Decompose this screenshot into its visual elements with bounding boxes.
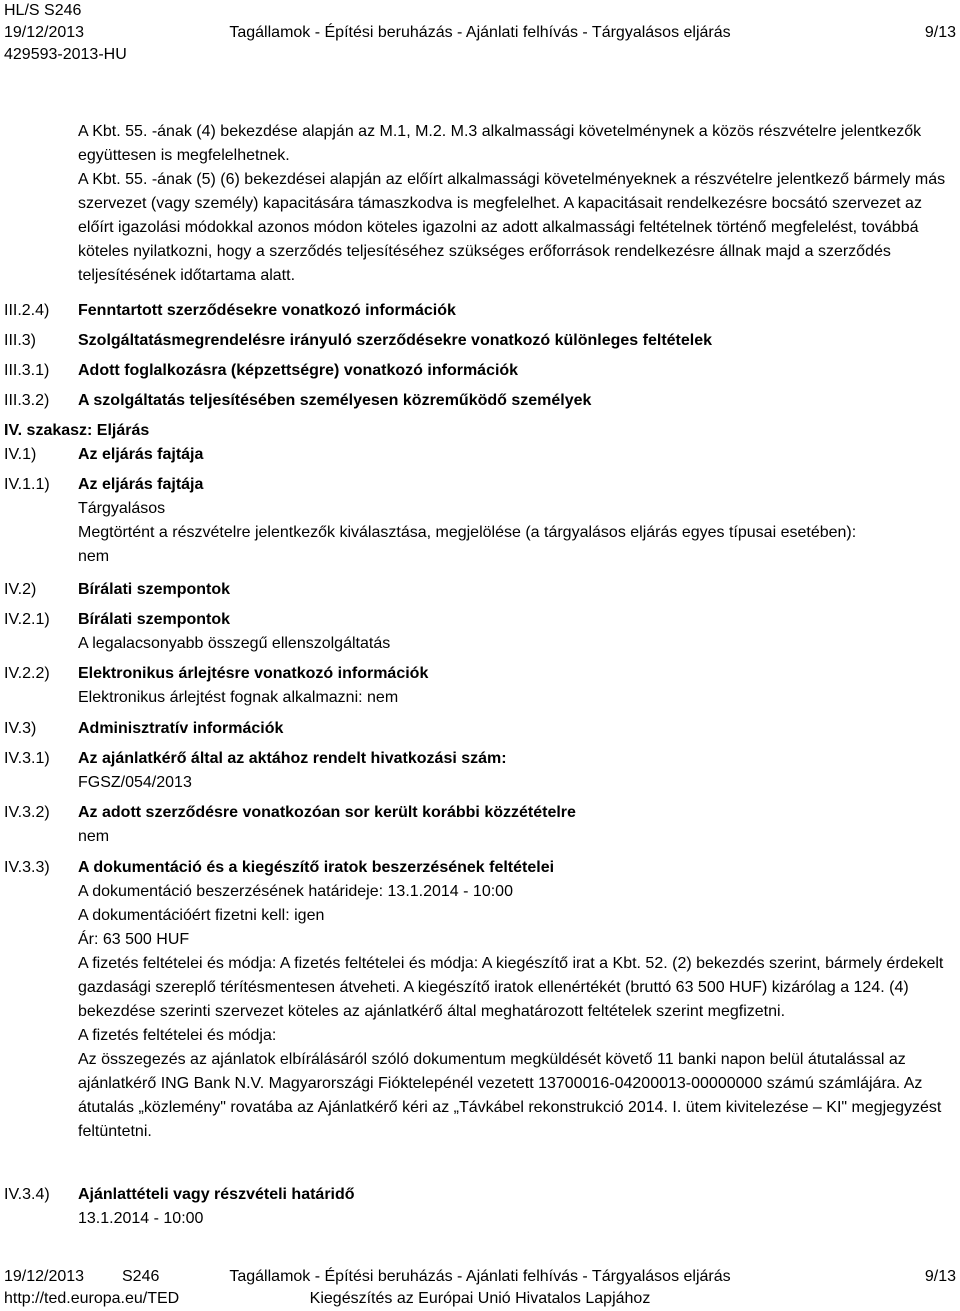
footer-date: 19/12/2013 [4, 1268, 85, 1285]
section-label-iv-3-4: IV.3.4) [4, 1186, 50, 1203]
section-title-iv-2: Bírálati szempontok [78, 581, 231, 598]
section-label-iv-1-1: IV.1.1) [4, 476, 50, 493]
award-criteria: A legalacsonyabb összegű ellenszolgáltatás [78, 635, 391, 652]
section-title-iv-2-2: Elektronikus árlejtésre vonatkozó információk [78, 665, 429, 682]
section-title-iv-1: Az eljárás fajtája [78, 446, 204, 463]
section-title-iii-3-2: A szolgáltatás teljesítésében személyesen közreműködő személyek [78, 392, 592, 409]
intro-paragraph-2: A Kbt. 55. -ának (5) (6) bekezdései alapján az előírt alkalmassági követelményeknek a részvételre jelentkező bármely más szervezet (vagy személy) kapacitására támaszkodva is megfelelhet. A kapacitásait rendelkezésre bocsátó szervezet az előírt igazolási módokkal azonos módon köteles igazolni az adott alkalmassági feltételnek történő megfelelést, továbbá köteles nyilatkozni, hogy a szerződés teljesítéséhez szükséges erőforrások rendelkezésre állnak majd a szerződés teljesítésének időtartama alatt. [78, 171, 946, 284]
section-label-iv-3-3: IV.3.3) [4, 859, 50, 876]
header-page-number: 9/13 [924, 24, 956, 41]
section-iv-2-1 [78, 608, 950, 656]
section-label-iv-3: IV.3) [4, 720, 37, 737]
procedure-type: Tárgyalásos [78, 500, 166, 517]
section-iv-2-2 [78, 662, 950, 710]
previous-publication-answer: nem [78, 828, 110, 845]
section-iv-3-4 [78, 1183, 950, 1231]
candidate-selection-answer: nem [78, 548, 110, 565]
section-title-iv-3: Adminisztratív információk [78, 720, 284, 737]
section-label-iii-2-4: III.2.4) [4, 302, 50, 319]
electronic-auction-info: Elektronikus árlejtést fognak alkalmazni: nem [78, 689, 399, 706]
section-iv-3-1 [78, 747, 950, 795]
page-header [4, 0, 956, 66]
section-iv-1-1 [78, 473, 950, 569]
payment-terms-paragraph: A fizetés feltételei és módja: A fizetés feltételei és módja: A kiegészítő irat a Kbt. 52. (2) bekezdés szerint, bármely érdekelt gazdasági szereplő térítésmentesen átveheti. A kiegészítő iratok ellenértékét (bruttó 63 500 HUF) kizárólag a 124. (4) bekezdése szerinti szervezet köteles az ajánlatkérő által meghatározott feltételek szerint megfizetni. [78, 955, 944, 1020]
intro-paragraph-1: A Kbt. 55. -ának (4) bekezdése alapján az M.1, M.2. M.3 alkalmassági követelménynek a közös részvételre jelentkezők együttesen is megfelelhetnek. [78, 123, 922, 164]
candidate-selection-question: Megtörtént a részvételre jelentkezők kiválasztása, megjelölése (a tárgyalásos eljárás egyes típusai esetében): [78, 524, 857, 541]
section-label-iv-2: IV.2) [4, 581, 37, 598]
reference-number: FGSZ/054/2013 [78, 774, 192, 791]
section-title-iv-3-4: Ajánlattételi vagy részvételi határidő [78, 1186, 355, 1203]
section-title-iii-2-4: Fenntartott szerződésekre vonatkozó információk [78, 302, 456, 319]
section-title-iv-3-3: A dokumentáció és a kiegészítő iratok beszerzésének feltételei [78, 859, 555, 876]
documentation-price: Ár: 63 500 HUF [78, 931, 190, 948]
section-label-iii-3: III.3) [4, 332, 37, 349]
section-iv-3-3 [78, 856, 950, 1144]
header-title: Tagállamok - Építési beruházás - Ajánlati felhívás - Tárgyalásos eljárás [229, 24, 731, 41]
header-date: 19/12/2013 [4, 24, 85, 41]
section-title-iv-2-1: Bírálati szempontok [78, 611, 231, 628]
section-label-iii-3-1: III.3.1) [4, 362, 50, 379]
footer-url-link[interactable]: http://ted.europa.eu/TED [4, 1290, 180, 1307]
section-title-iv-3-2: Az adott szerződésre vonatkozóan sor került korábbi közzétételre [78, 804, 576, 821]
documentation-deadline: A dokumentáció beszerzésének határideje: 13.1.2014 - 10:00 [78, 883, 513, 900]
header-notice-number: 429593-2013-HU [4, 46, 127, 63]
section-title-iv-3-1: Az ajánlatkérő által az aktához rendelt hivatkozási szám: [78, 750, 507, 767]
section-iv-heading: IV. szakasz: Eljárás [4, 422, 150, 439]
section-title-iii-3-1: Adott foglalkozásra (képzettségre) vonatkozó információk [78, 362, 519, 379]
footer-doc: S246 [122, 1268, 160, 1285]
footer-page-number: 9/13 [924, 1268, 956, 1285]
tender-deadline: 13.1.2014 - 10:00 [78, 1210, 204, 1227]
section-label-iv-2-2: IV.2.2) [4, 665, 50, 682]
documentation-payable: A dokumentációért fizetni kell: igen [78, 907, 325, 924]
header-doc-id: HL/S S246 [4, 2, 82, 19]
section-label-iv-1: IV.1) [4, 446, 37, 463]
payment-transfer-paragraph: Az összegezés az ajánlatok elbírálásáról szóló dokumentum megküldését követő 11 banki napon belül átutalással az ajánlatkérő ING Bank N.V. Magyarországi Fióktelepénél vezetett 13700016-04200013-00000000 számú számlájára. Az átutalás „közlemény" rovatába az Ajánlatkérő kéri az „Távkábel rekonstrukció 2014. I. ütem kivitelezése – KI" megjegyzést feltüntetni. [78, 1051, 942, 1140]
footer-publisher: Kiegészítés az Európai Unió Hivatalos Lapjához [309, 1290, 651, 1307]
section-iv-3-2 [78, 801, 950, 849]
payment-terms-label: A fizetés feltételei és módja: [78, 1027, 277, 1044]
section-title-iii-3: Szolgáltatásmegrendelésre irányuló szerződésekre vonatkozó különleges feltételek [78, 332, 713, 349]
section-label-iv-2-1: IV.2.1) [4, 611, 50, 628]
footer-title: Tagállamok - Építési beruházás - Ajánlati felhívás - Tárgyalásos eljárás [229, 1268, 731, 1285]
section-label-iv-3-1: IV.3.1) [4, 750, 50, 767]
intro-paragraphs [78, 120, 950, 288]
section-label-iv-3-2: IV.3.2) [4, 804, 50, 821]
section-label-iii-3-2: III.3.2) [4, 392, 50, 409]
page-footer [4, 1266, 956, 1310]
section-title-iv-1-1: Az eljárás fajtája [78, 476, 204, 493]
